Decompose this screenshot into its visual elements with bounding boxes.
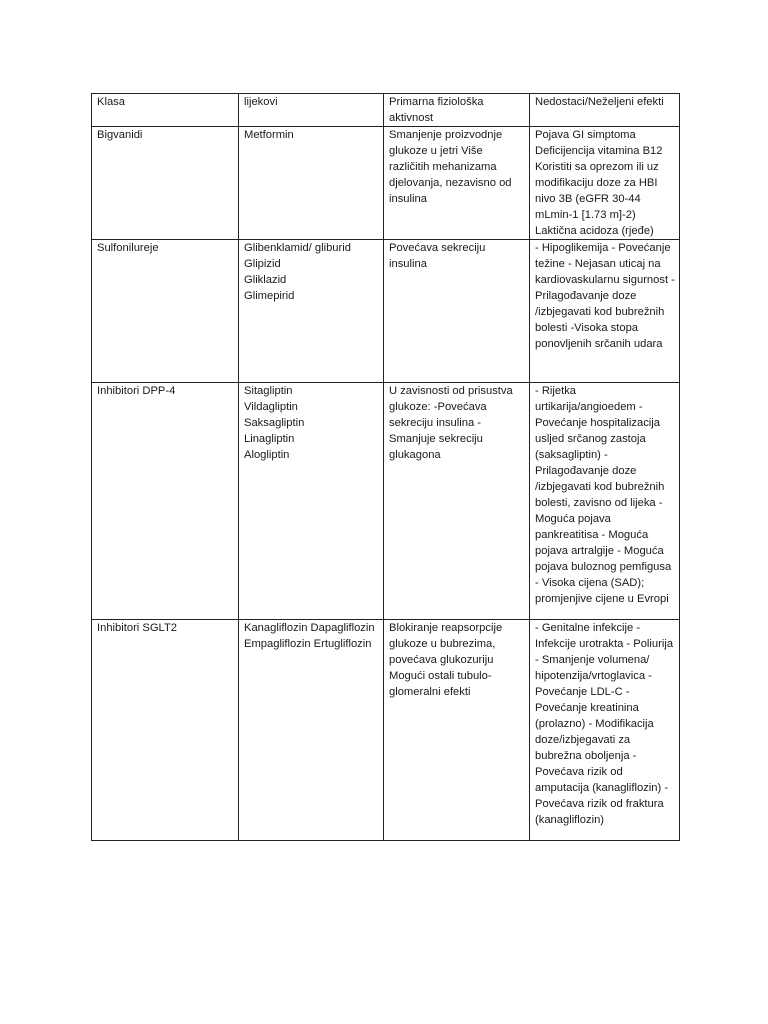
cell-aktivnost: U zavisnosti od prisustva glukoze: -Povećava sekreciju insulina - Smanjuje sekreciju glukagona [384, 383, 530, 620]
cell-klasa: Bigvanidi [92, 127, 239, 240]
table-row [92, 383, 680, 620]
header-cell-lijekovi: lijekovi [239, 94, 384, 127]
table-row [92, 127, 680, 240]
cell-nedostaci: - Rijetka urtikarija/angioedem - Povećanje hospitalizacija usljed srčanog zastoja (saksagliptin) - Prilagođavanje doze /izbjegavati kod bubrežnih bolesti, zavisno od lijeka - Moguća pojava pankreatitisa - Moguća pojava artralgije - Moguća pojava buloznog pemfigusa - Visoka cijena (SAD); promjenjive cijene u Evropi [530, 383, 680, 620]
header-cell-aktivnost: Primarna fiziološka aktivnost [384, 94, 530, 127]
cell-klasa: Inhibitori DPP-4 [92, 383, 239, 620]
drug-class-table [91, 93, 680, 841]
cell-aktivnost: Povećava sekreciju insulina [384, 240, 530, 383]
cell-lijekovi: Kanagliflozin Dapagliflozin Empagliflozin Ertugliflozin [239, 620, 384, 841]
cell-aktivnost: Blokiranje reapsorpcije glukoze u bubrezima, povećava glukozuriju Mogući ostali tubulo-glomeralni efekti [384, 620, 530, 841]
cell-aktivnost: Smanjenje proizvodnje glukoze u jetri Više različitih mehanizama djelovanja, nezavisno od insulina [384, 127, 530, 240]
cell-klasa: Inhibitori SGLT2 [92, 620, 239, 841]
table-header-row [92, 94, 680, 127]
cell-lijekovi: Glibenklamid/ gliburid Glipizid Gliklazid Glimepirid [239, 240, 384, 383]
cell-nedostaci: - Genitalne infekcije - Infekcije urotrakta - Poliurija - Smanjenje volumena/ hipotenzija/vrtoglavica - Povećanje LDL-C - Povećanje kreatinina (prolazno) - Modifikacija doze/izbjegavati za bubrežna obolјenja - Povećava rizik od amputacija (kanagliflozin) - Povećava rizik od fraktura (kanagliflozin) [530, 620, 680, 841]
header-cell-klasa: Klasa [92, 94, 239, 127]
table-row [92, 240, 680, 383]
table-row [92, 620, 680, 841]
cell-lijekovi: Metformin [239, 127, 384, 240]
cell-nedostaci: Pojava GI simptoma Deficijencija vitamina B12 Koristiti sa oprezom ili uz modifikaciju doze za HBI nivo 3B (eGFR 30-44 mLmin-1 [1.73 m]-2) Laktična acidoza (rjeđe) [530, 127, 680, 240]
cell-klasa: Sulfonilureje [92, 240, 239, 383]
cell-nedostaci: - Hipoglikemija - Povećanje težine - Nejasan uticaj na kardiovaskularnu sigurnost - Prilagođavanje doze /izbjegavati kod bubrežnih bolesti -Visoka stopa ponovljenih srčanih udara [530, 240, 680, 383]
cell-lijekovi: Sitagliptin Vildagliptin Saksagliptin Linagliptin Alogliptin [239, 383, 384, 620]
header-cell-nedostaci: Nedostaci/Neželjeni efekti [530, 94, 680, 127]
